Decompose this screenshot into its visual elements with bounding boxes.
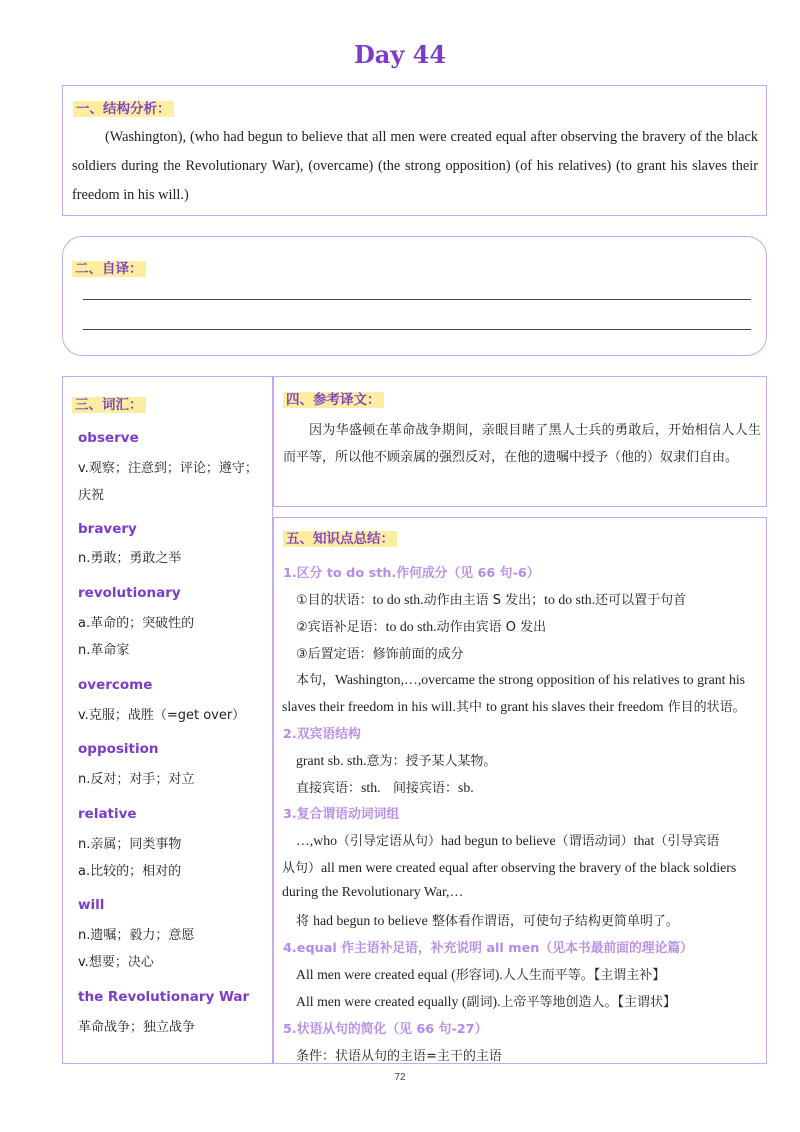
knowledge-summary-heading: 五、知识点总结：: [283, 527, 397, 547]
point-line: 将 had begun to believe 整体看作谓语，可使句子结构更简单明了。: [296, 913, 679, 929]
reference-translation-box: [273, 376, 767, 507]
vocabulary-heading: 三、词汇：: [72, 393, 146, 413]
vocab-def: v.想要；决心: [78, 955, 154, 970]
vocab-word: the Revolutionary War: [78, 989, 250, 1005]
structure-analysis-text: (Washington), (who had begun to believe that all men were created equal after observing the bravery of the black soldiers during the Revolutionary War), (overcame) (the strong opposition) (of his relatives) (to grant his slaves their freedom in his will.): [72, 129, 758, 203]
reference-translation-text: 因为华盛顿在革命战争期间，亲眼目睹了黑人士兵的勇敢后，开始相信人人生而平等，所以他不顾亲属的强烈反对，在他的遗嘱中授予（他的）奴隶们自由。: [283, 423, 761, 465]
point-line: slaves their freedom in his will.其中 to grant his slaves their freedom 作目的状语。: [282, 699, 746, 715]
page-number: 72: [394, 1072, 406, 1083]
structure-analysis-heading: 一、结构分析：: [73, 97, 174, 117]
knowledge-summary-box: [273, 517, 767, 1064]
point-line: All men were created equal (形容词).人人生而平等。【主谓主补】: [296, 967, 666, 983]
point-line: All men were created equally (副词).上帝平等地创造人。【主谓状】: [296, 994, 677, 1010]
structure-analysis-box: [62, 85, 767, 216]
point-title: 4.equal 作主语补足语，补充说明 all men（见本书最前面的理论篇）: [283, 941, 693, 956]
reference-translation-heading: 四、参考译文：: [283, 388, 384, 408]
point-title: 1.区分 to do sth.作何成分（见 66 句-6）: [283, 566, 540, 581]
vocab-def: n.反对；对手；对立: [78, 772, 195, 787]
point-title: 5.状语从句的简化（见 66 句-27）: [283, 1022, 488, 1037]
point-line: 从句）all men were created equal after observing the bravery of the black soldiers: [282, 860, 737, 876]
vocab-word: relative: [78, 806, 137, 822]
vocab-def: n.亲属；同类事物: [78, 837, 182, 852]
vocab-word: opposition: [78, 741, 159, 757]
vocab-word: revolutionary: [78, 585, 181, 601]
vocab-word: overcome: [78, 677, 153, 693]
vocab-def: 革命战争；独立战争: [78, 1020, 196, 1035]
vocab-def: v.克服；战胜（=get over）: [78, 708, 246, 723]
point-line: during the Revolutionary War,…: [282, 884, 464, 899]
point-line: 条件：状语从句的主语=主干的主语: [296, 1049, 502, 1064]
point-line: 直接宾语：sth. 间接宾语：sb.: [296, 780, 474, 796]
point-line: 本句，Washington,…,overcame the strong opposition of his relatives to grant his: [296, 672, 746, 688]
point-line: grant sb. sth.意为：授予某人某物。: [296, 753, 497, 769]
self-translation-box: [62, 236, 767, 356]
vocab-def: n.勇敢；勇敢之举: [78, 551, 182, 566]
vocab-def: n.遗嘱；毅力；意愿: [78, 928, 195, 943]
self-translation-heading: 二、自译：: [72, 257, 146, 277]
vocabulary-box: [62, 376, 273, 1064]
vocab-def: v.观察；注意到；评论；遵守；: [78, 461, 258, 476]
vocab-word: will: [78, 897, 105, 913]
vocab-def: a.革命的；突破性的: [78, 616, 195, 631]
vocab-def: a.比较的；相对的: [78, 864, 182, 879]
vocab-word: bravery: [78, 521, 137, 537]
point-line: ③后置定语：修饰前面的成分: [296, 647, 464, 662]
answer-line: [83, 329, 751, 330]
point-line: ②宾语补足语：to do sth.动作由宾语 O 发出: [296, 619, 547, 635]
point-title: 2.双宾语结构: [283, 727, 361, 742]
page-title: Day 44: [353, 40, 447, 69]
point-line: ①目的状语：to do sth.动作由主语 S 发出；to do sth.还可以置于句首: [296, 592, 687, 608]
vocab-def: n.革命家: [78, 643, 130, 658]
point-line: …,who（引导定语从句）had begun to believe（谓语动词）that（引导宾语: [296, 833, 720, 849]
vocab-word: observe: [78, 430, 139, 446]
vocab-def: 庆祝: [78, 488, 105, 503]
answer-line: [83, 299, 751, 300]
point-title: 3.复合谓语动词词组: [283, 807, 400, 822]
